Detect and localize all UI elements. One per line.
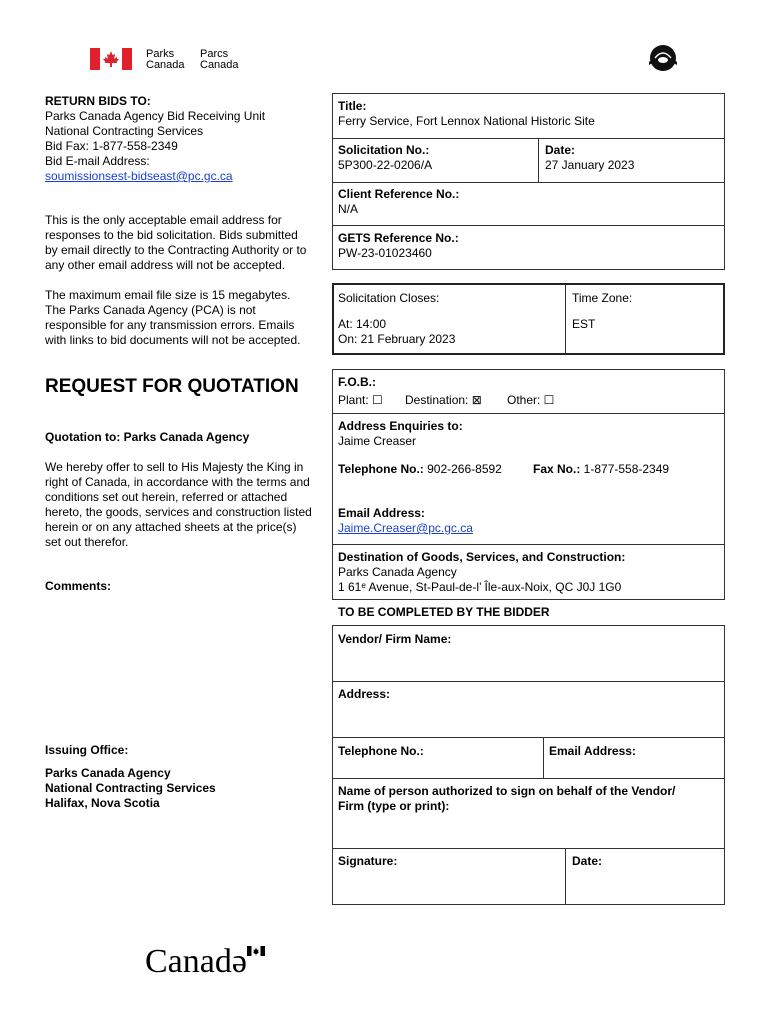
- note2-line: with links to bid documents will not be accepted.: [45, 333, 301, 347]
- title-value: Ferry Service, Fort Lennox National Historic Site: [338, 114, 595, 128]
- enquiries-email-label: Email Address:: [338, 506, 425, 520]
- enquiries-email-link[interactable]: Jaime.Creaser@pc.gc.ca: [338, 521, 473, 535]
- date-value: 27 January 2023: [545, 158, 635, 172]
- canada-wordmark: [145, 943, 275, 983]
- offer-line: right of Canada, in accordance with the terms and: [45, 475, 310, 489]
- client-ref-label: Client Reference No.:: [338, 187, 460, 201]
- bid-email-label: Bid E-mail Address:: [45, 154, 150, 168]
- gets-label: GETS Reference No.:: [338, 231, 459, 245]
- closes-date: On: 21 February 2023: [338, 332, 456, 346]
- enquiries-fax: [533, 462, 669, 477]
- wordmark-text: Canadə: [145, 943, 247, 980]
- client-ref-value: N/A: [338, 202, 359, 216]
- fax-value: 1-877-558-2349: [580, 462, 670, 476]
- return-bids-line2: National Contracting Services: [45, 124, 204, 138]
- email-note-1: [45, 213, 306, 273]
- solicitation-value: 5P300-22-0206/A: [338, 158, 433, 172]
- issuing-line: Halifax, Nova Scotia: [45, 796, 160, 810]
- bid-email-link[interactable]: soumissionsest-bidseast@pc.gc.ca: [45, 169, 233, 183]
- email-note-2: [45, 288, 300, 348]
- fob-other-checkbox[interactable]: Other: ☐: [507, 393, 555, 407]
- fax-label: Fax No.:: [533, 462, 581, 476]
- return-bids-line1: Parks Canada Agency Bid Receiving Unit: [45, 109, 266, 123]
- enquiries-label: Address Enquiries to:: [338, 419, 463, 433]
- tel-label: Telephone No.:: [338, 462, 424, 476]
- authorized-line: Firm (type or print):: [338, 799, 450, 813]
- note2-line: responsible for any transmission errors. Emails: [45, 318, 295, 332]
- destination-line2: 1 61ᵉ Avenue, St-Paul-de-l’ Île-aux-Noix, QC J0J 1G0: [338, 580, 622, 594]
- timezone-label: Time Zone:: [572, 291, 633, 305]
- dept-en-line1: Parks: [146, 48, 175, 60]
- gets-value: PW-23-01023460: [338, 246, 432, 260]
- signature-field[interactable]: Signature:: [338, 854, 398, 868]
- offer-line: We hereby offer to sell to His Majesty the King in: [45, 460, 304, 474]
- note1-line: responses to the bid solicitation. Bids submitted: [45, 228, 298, 242]
- issuing-line: Parks Canada Agency: [45, 766, 171, 780]
- issuing-office-label: Issuing Office:: [45, 743, 129, 757]
- wordmark-flag-icon: [247, 946, 265, 956]
- canada-flag-icon: [90, 48, 132, 70]
- destination-line1: Parks Canada Agency: [338, 565, 457, 579]
- note1-line: This is the only acceptable email address for: [45, 213, 282, 227]
- offer-line: hereto, the goods, services and construction listed: [45, 505, 312, 519]
- page-title: REQUEST FOR QUOTATION: [45, 376, 299, 397]
- vendor-address-field[interactable]: Address:: [338, 687, 391, 701]
- signature-date-field[interactable]: Date:: [572, 854, 603, 868]
- fob-destination-checkbox[interactable]: Destination: ⊠: [405, 393, 482, 407]
- comments-label: Comments:: [45, 579, 112, 593]
- return-bids-heading: RETURN BIDS TO:: [45, 94, 151, 108]
- enquiries-telephone: [338, 462, 502, 477]
- vendor-name-field[interactable]: Vendor/ Firm Name:: [338, 632, 452, 646]
- offer-text: [45, 460, 312, 550]
- authorized-person-field[interactable]: [338, 784, 675, 814]
- note2-line: The Parks Canada Agency (PCA) is not: [45, 303, 256, 317]
- fob-plant-checkbox[interactable]: Plant: ☐: [338, 393, 383, 407]
- closes-label: Solicitation Closes:: [338, 291, 440, 305]
- vendor-telephone-field[interactable]: Telephone No.:: [338, 744, 424, 758]
- note1-line: by email directly to the Contracting Authority or to: [45, 243, 307, 257]
- timezone-value: EST: [572, 317, 596, 331]
- dept-fr-line2: Canada: [200, 59, 239, 71]
- offer-line: set out therefor.: [45, 535, 129, 549]
- dept-en-line2: Canada: [146, 59, 185, 71]
- destination-label: Destination of Goods, Services, and Construction:: [338, 550, 626, 564]
- enquiries-name: Jaime Creaser: [338, 434, 417, 448]
- offer-line: herein or on any attached sheets at the price(s): [45, 520, 297, 534]
- authorized-line: Name of person authorized to sign on behalf of the Vendor/: [338, 784, 676, 798]
- title-label: Title:: [338, 99, 367, 113]
- note1-line: any other email address will not be accepted.: [45, 258, 286, 272]
- tel-value: 902-266-8592: [423, 462, 502, 476]
- vendor-email-field[interactable]: Email Address:: [549, 744, 636, 758]
- issuing-line: National Contracting Services: [45, 781, 216, 795]
- issuing-office: [45, 766, 216, 811]
- date-label: Date:: [545, 143, 576, 157]
- offer-line: conditions set out herein, referred or attached: [45, 490, 288, 504]
- parks-canada-logo: [90, 47, 240, 71]
- note2-line: The maximum email file size is 15 megabytes.: [45, 288, 291, 302]
- closes-time: At: 14:00: [338, 317, 387, 331]
- quotation-to: Quotation to: Parks Canada Agency: [45, 430, 250, 444]
- fob-label: F.O.B.:: [338, 375, 376, 389]
- beaver-emblem-icon: [645, 40, 681, 76]
- dept-fr-line1: Parcs: [200, 48, 229, 60]
- bidder-heading: TO BE COMPLETED BY THE BIDDER: [338, 605, 550, 619]
- bid-fax: Bid Fax: 1-877-558-2349: [45, 139, 178, 153]
- solicitation-label: Solicitation No.:: [338, 143, 430, 157]
